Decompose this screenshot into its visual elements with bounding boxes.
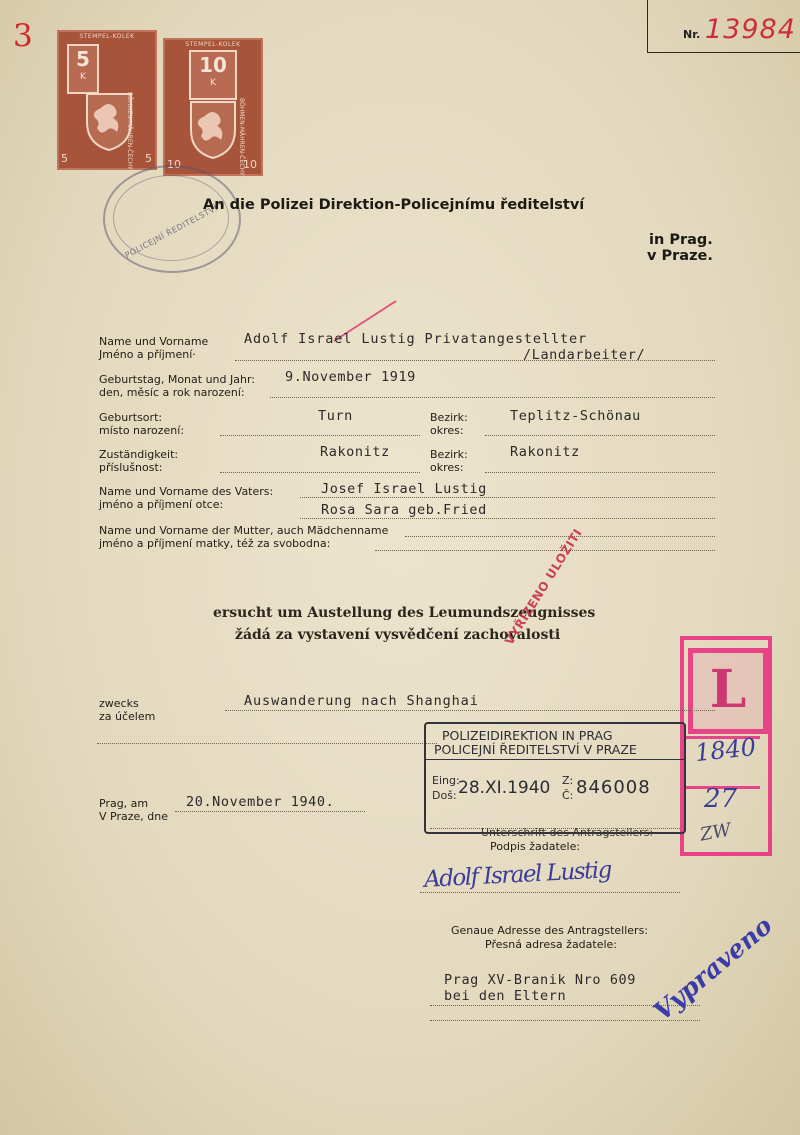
receipt-stamp — [424, 722, 686, 834]
applicant-address-label-de: Genaue Adresse des Antragstellers: — [451, 924, 649, 937]
round-seal-text: POLICEJNÍ ŘEDITELSTVÍ V — [123, 199, 228, 260]
date-place-value: 20.November 1940. — [186, 794, 335, 810]
receipt-date: 28.XI.1940 — [458, 778, 551, 798]
request-line-de: ersucht um Austellung des Leumundszeugnisses — [213, 605, 596, 621]
signature-label-cs: Podpis žadatele: — [490, 840, 581, 853]
mother-label-de: Name und Vorname der Mutter, auch Mädchenname — [99, 524, 389, 537]
stamp-side-text: BÖHMEN-MÄHREN-ČECHY — [238, 98, 245, 176]
birthplace-district-label-cs: okres: — [430, 424, 464, 437]
date-place-label-de: Prag, am — [99, 797, 149, 810]
stamp-bottom-right: 10 — [243, 158, 257, 171]
stamp-currency: K — [80, 72, 86, 82]
stamp-top-text: STEMPEL-KOLEK — [79, 33, 135, 40]
name-label-de: Name und Vorname — [99, 335, 209, 348]
receipt-stamp-line2: POLICEJNÍ ŘEDITELSTVÍ V PRAZE — [434, 742, 637, 757]
applicant-address-label-cs: Přesná adresa žadatele: — [485, 938, 618, 951]
l-stamp-letter: L — [709, 659, 747, 720]
stamp-value-box — [189, 50, 237, 100]
signature-value: Adolf Israel Lustig — [423, 857, 612, 893]
father-value-line2: Rosa Sara geb.Fried — [321, 502, 487, 518]
applicant-address-line1: Prag XV-Branik Nro 609 — [444, 972, 637, 988]
receipt-eing-label: Eing: — [432, 774, 460, 787]
date-place-label-cs: V Praze, dne — [99, 810, 168, 823]
father-value: Josef Israel Lustig — [321, 481, 487, 497]
birthdate-label-de: Geburtstag, Monat und Jahr: — [99, 373, 255, 386]
handwritten-number-1: 1840 — [693, 732, 758, 768]
applicant-address-line2: bei den Eltern — [444, 988, 567, 1004]
stamp-top-text: STEMPEL-KOLEK — [185, 41, 241, 48]
handwritten-number-2: 27 — [704, 784, 738, 814]
birthplace-district-value: Teplitz-Schönau — [510, 408, 641, 424]
stamp-value: 10 — [199, 53, 227, 77]
mother-label-cs: jméno a příjmení matky, též za svobodna: — [99, 537, 331, 550]
birthplace-district-label-de: Bezirk: — [430, 411, 468, 424]
jurisdiction-label-cs: příslušnost: — [99, 461, 163, 474]
round-seal — [103, 165, 241, 273]
jurisdiction-district-value: Rakonitz — [510, 444, 580, 460]
receipt-stamp-line1: POLIZEIDIREKTION IN PRAG — [442, 728, 613, 743]
stamp-currency: K — [210, 78, 216, 88]
revenue-stamp-10k — [163, 38, 263, 176]
stamp-side-text: BÖHMEN-MÄHREN-ČECHY — [126, 92, 133, 170]
page-number: 3 — [13, 18, 33, 54]
stamp-bottom-left: 10 — [167, 158, 181, 171]
father-label-de: Name und Vorname des Vaters: — [99, 485, 274, 498]
purpose-label-de: zwecks — [99, 697, 139, 710]
birthplace-label-cs: místo narození: — [99, 424, 185, 437]
birthplace-value: Turn — [318, 408, 353, 424]
red-approval-stamp: VYŘÍZENO ULOŽITI — [502, 526, 585, 648]
stamp-value: 5 — [76, 47, 90, 71]
stamp-bottom-left: 5 — [61, 152, 68, 165]
name-label-cs: Jméno a příjmení· — [99, 348, 196, 361]
stamp-value-box — [67, 44, 99, 94]
stamp-bottom-right: 5 — [145, 152, 152, 165]
jurisdiction-value: Rakonitz — [320, 444, 390, 460]
receipt-dos-label: Doš: — [432, 789, 457, 802]
revenue-stamp-5k — [57, 30, 157, 170]
father-label-cs: jméno a příjmení otce: — [99, 498, 224, 511]
city-line-de: in Prag. — [649, 232, 713, 248]
jurisdiction-district-label-de: Bezirk: — [430, 448, 468, 461]
handwritten-initials: ZW — [698, 819, 733, 846]
birthplace-label-de: Geburtsort: — [99, 411, 163, 424]
request-line-cs: žádá za vystavení vysvědčení zachovalosti — [235, 627, 561, 643]
receipt-z-label: Z: — [562, 774, 574, 787]
purpose-label-cs: za účelem — [99, 710, 156, 723]
birthdate-value: 9.November 1919 — [285, 369, 416, 385]
signature-label-de: Unterschrift des Antragstellers: — [481, 826, 654, 839]
city-line-cs: v Praze. — [647, 248, 713, 264]
number-label: Nr. — [683, 28, 701, 41]
jurisdiction-label-de: Zuständigkeit: — [99, 448, 179, 461]
name-value: Adolf Israel Lustig Privatangestellter — [244, 331, 588, 347]
name-value-occupation: /Landarbeiter/ — [523, 347, 646, 363]
purpose-value: Auswanderung nach Shanghai — [244, 693, 479, 709]
receipt-number: 846008 — [576, 777, 651, 798]
addressee-line: An die Polizei Direktion-Policejnímu ředitelství — [203, 197, 585, 213]
number-value: 13984 — [705, 14, 796, 45]
l-stamp-letter-box — [688, 648, 768, 734]
lion-emblem-icon — [187, 96, 239, 160]
blue-dispatch-stamp: Vypraveno — [648, 910, 778, 1027]
birthdate-label-cs: den, měsíc a rok narození: — [99, 386, 245, 399]
jurisdiction-district-label-cs: okres: — [430, 461, 464, 474]
receipt-c-label: Č: — [562, 789, 574, 802]
